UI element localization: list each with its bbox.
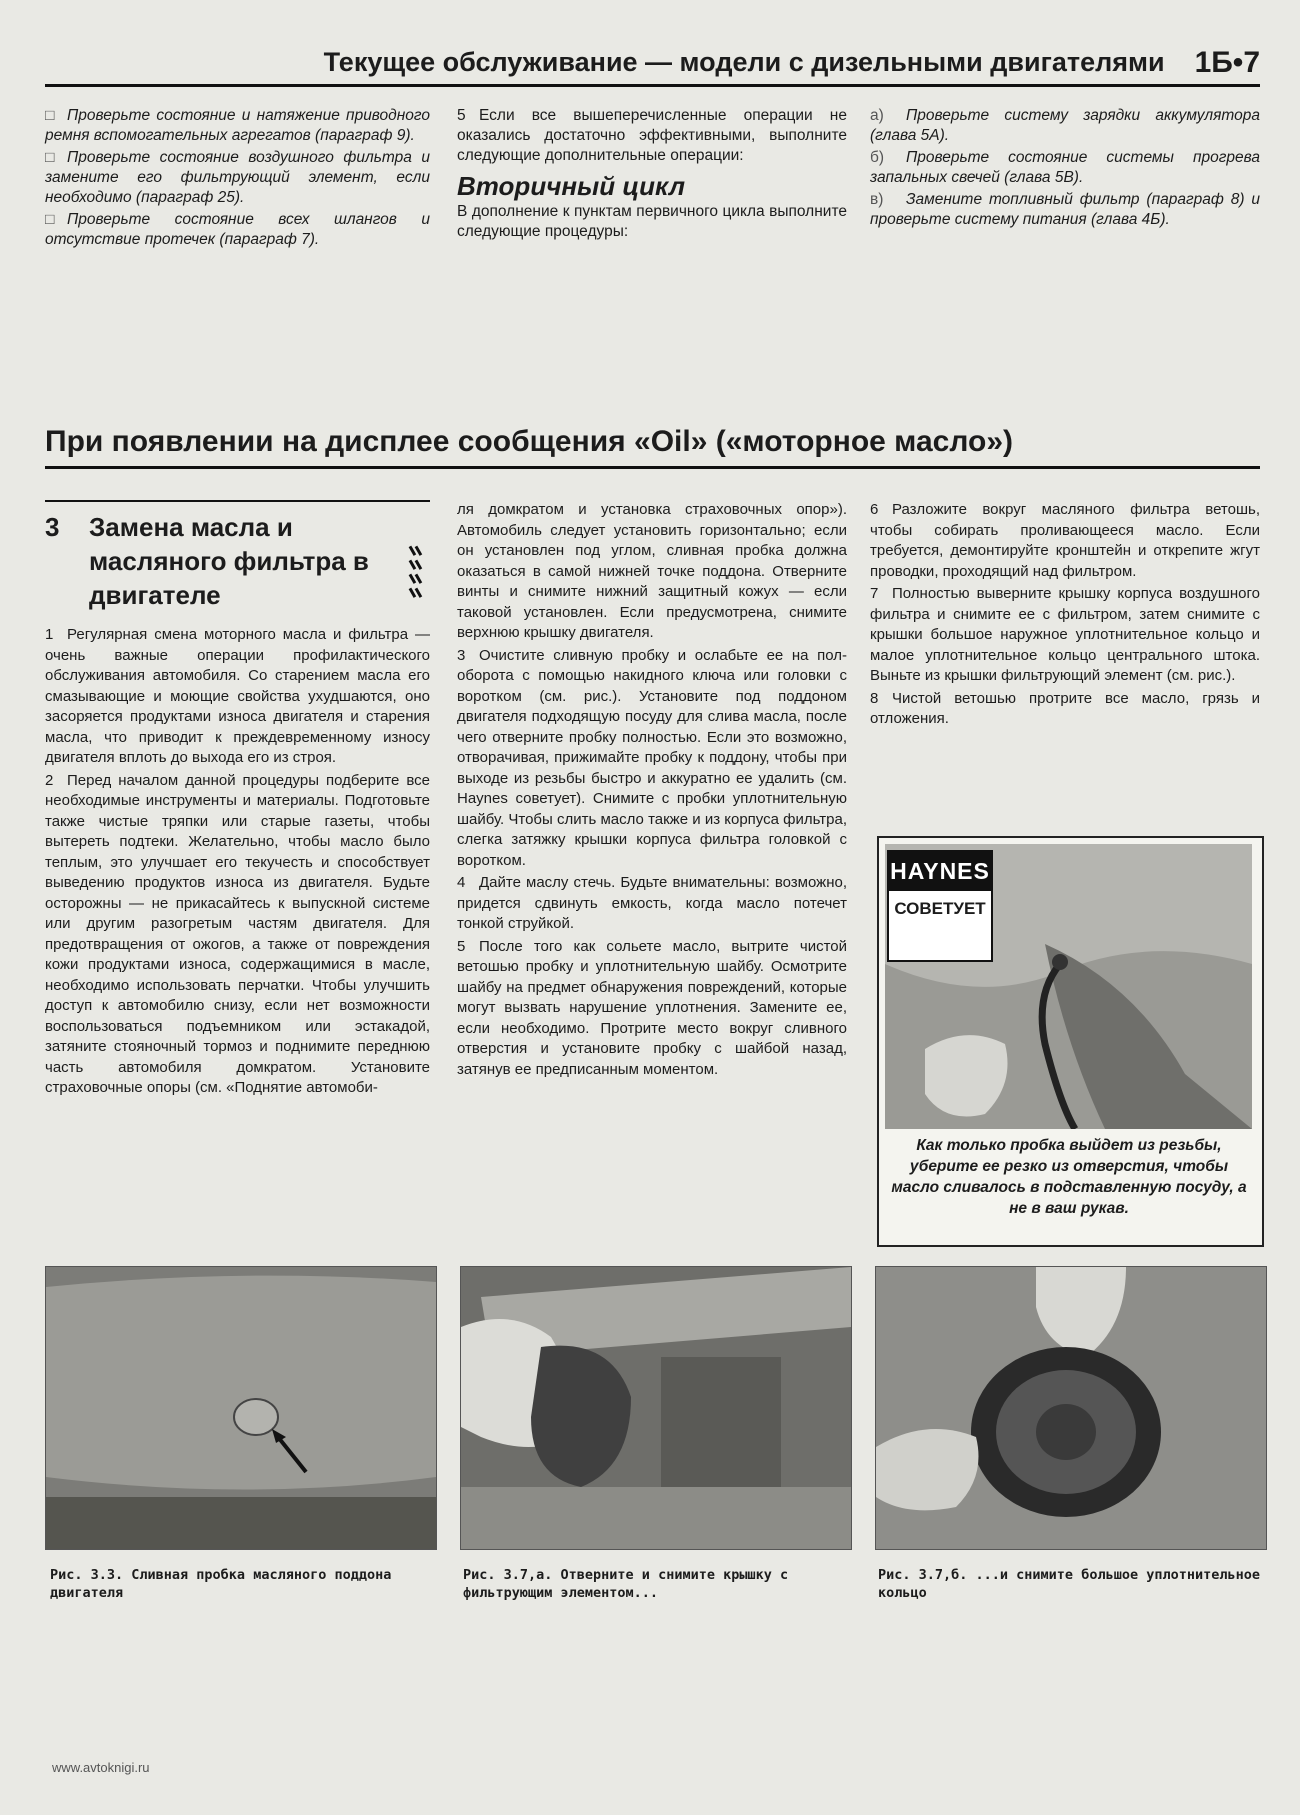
step-text: Регулярная смена моторного масла и фильтра — очень важные операции профилактического обслуживания автомобиля. Со старением масла его смазывающие и моющие свойства ухудшаются, оно засоряется продуктами износа двигателя и старения масла, что приводит к преждевременному износу двигателя вплоть до выхода его из строя. <box>45 626 430 766</box>
body-column-1 <box>45 625 430 1101</box>
haynes-tip-box <box>877 836 1264 1247</box>
list-marker: б) <box>870 149 885 166</box>
top-column-2 <box>457 106 847 244</box>
haynes-logo-text: HAYNES <box>889 852 991 891</box>
step-number: 1 <box>45 626 54 643</box>
header-title: Текущее обслуживание — модели с дизельными двигателями <box>323 47 1165 77</box>
step-text: Разложите вокруг масляного фильтра ветошь, чтобы собирать проливающееся масло. Если требуется, демонтируйте кронштейн и открепите жгут проводки, проходящий над фильтром. <box>870 501 1260 580</box>
checklist-item <box>45 210 430 250</box>
haynes-caption: Как только пробка выйдет из резьбы, уберите ее резко из отверстия, чтобы масло сливалось в подставленную посуду, а не в ваш рукав. <box>891 1137 1247 1217</box>
step-paragraph <box>457 937 847 1081</box>
checklist-text: Проверьте состояние всех шлангов и отсутствие протечек (параграф 7). <box>45 211 430 248</box>
top-column-3 <box>870 106 1260 232</box>
step-paragraph <box>45 625 430 769</box>
list-marker: в) <box>870 191 884 208</box>
body-text: В дополнение к пунктам первичного цикла выполните следующие процедуры: <box>457 203 847 240</box>
step-paragraph <box>870 689 1260 730</box>
body-column-2 <box>457 500 847 1082</box>
step-number: 5 <box>457 107 466 124</box>
page-number: 1Б•7 <box>1194 46 1260 79</box>
step-text: Перед началом данной процедуры подберите все необходимые инструменты и материалы. Подготовьте также чистые тряпки или старые газеты, чтобы вытереть подтеки. Желательно, чтобы масло было теплым, это улучшает его текучесть и способствует выведению продуктов износа из двигателя. Будьте осторожны — не прикасайтесь к выпускной системе или другим разогретым частям двигателя. Для предотвращения от ожогов, а также от повреждения кожи продуктами износа, содержащимися в масле, необходимо использовать перчатки. Чтобы улучшить доступ к автомобилю снизу, если нет возможности воспользоваться подъемником или эстакадой, затяните стояночный тормоз и поднимите переднюю часть автомобиля домкратом. Установите страховочные опоры (см. «Поднятие автомоби- <box>45 771 430 1096</box>
subsection-heading <box>45 500 430 614</box>
figure-caption: Рис. 3.7,а. Отверните и снимите крышку с фильтрующим элементом... <box>463 1567 789 1601</box>
top-column-1 <box>45 106 430 252</box>
list-item <box>870 106 1260 146</box>
body-column-3 <box>870 500 1260 732</box>
step-number: 6 <box>870 501 879 518</box>
checkbox-icon: □ <box>45 149 55 166</box>
list-text: Проверьте систему зарядки аккумулятора (глава 5А). <box>870 107 1260 144</box>
step-number: 5 <box>457 937 466 955</box>
checkbox-icon: □ <box>45 211 55 228</box>
figure-caption: Рис. 3.7,б. ...и снимите большое уплотнительное кольцо <box>878 1567 1261 1601</box>
figure-3-7a-photo <box>460 1266 852 1550</box>
footer-url: www.avtoknigi.ru <box>52 1760 150 1775</box>
step-text: Дайте маслу стечь. Будьте внимательны: возможно, придется сдвинуть емкость, когда масло потечет тонкой струйкой. <box>457 874 847 932</box>
step-text: Полностью выверните крышку корпуса воздушного фильтра и снимите ее с фильтром, затем снимите с крышки большое наружное уплотнительное кольцо и малое уплотнительное кольцо центрального штока. Выньте из крышки фильтрующий элемент (см. рис.). <box>870 585 1260 684</box>
figure-3-3-photo <box>45 1266 437 1550</box>
step-number: 7 <box>870 585 879 602</box>
step-number: 3 <box>457 646 466 664</box>
step-paragraph <box>870 584 1260 687</box>
list-item <box>870 190 1260 230</box>
figure-3-7b-photo <box>875 1266 1267 1550</box>
checkbox-icon: □ <box>45 107 55 124</box>
list-marker: а) <box>870 107 884 124</box>
checklist-item <box>45 148 430 208</box>
step-number: 4 <box>457 874 466 891</box>
step-paragraph <box>457 646 847 872</box>
step-number: 8 <box>870 689 879 707</box>
checklist-item <box>45 106 430 146</box>
haynes-badge <box>887 850 993 962</box>
step-text: Чистой ветошью протрите все масло, грязь и отложения. <box>870 689 1260 727</box>
list-text: Проверьте состояние системы прогрева запальных свечей (глава 5В). <box>870 149 1260 186</box>
difficulty-wrench-icon <box>408 544 426 604</box>
step-paragraph <box>457 500 847 644</box>
list-item <box>870 148 1260 188</box>
step-text: ля домкратом и установка страховочных опор»). Автомобиль следует установить горизонтально; если он установлен под углом, сливная пробка должна оказаться в самой нижней точке поддона. Отверните винты и снимите нижний защитный кожух — если таковой установлен. Если предусмотрена, снимите верхнюю крышку двигателя. <box>457 501 847 641</box>
step-number: 2 <box>45 771 54 789</box>
figure-caption: Рис. 3.3. Сливная пробка масляного поддона двигателя <box>50 1567 392 1601</box>
step-paragraph <box>45 771 430 1099</box>
checklist-text: Проверьте состояние воздушного фильтра и замените его фильтрующий элемент, если необходимо (параграф 25). <box>45 149 430 206</box>
step-paragraph <box>457 106 847 166</box>
list-text: Замените топливный фильтр (параграф 8) и проверьте систему питания (глава 4Б). <box>870 191 1260 228</box>
subsection-number: 3 <box>45 512 60 542</box>
step-paragraph <box>870 500 1260 582</box>
step-text: После того как сольете масло, вытрите чистой ветошью пробку и уплотнительную шайбу. Осмотрите шайбу на предмет обнаружения повреждений, которые могут вызвать нарушение уплотнения. Замените ее, если необходимо. Протрите место вокруг сливного отверстия и установите пробку с шайбой назад, затянув ее предписанным моментом. <box>457 937 847 1078</box>
running-header <box>45 36 1260 87</box>
section-title: При появлении на дисплее сообщения «Oil» («моторное масло») <box>45 422 1260 469</box>
subsection-title: Замена масла и масляного фильтра в двигателе <box>89 512 369 610</box>
haynes-advice-label: СОВЕТУЕТ <box>894 899 986 918</box>
step-text: Очистите сливную пробку и ослабьте ее на пол-оборота с помощью накидного ключа или головки с воротком (см. рис.). Установите под поддоном двигателя подходящую посуду для слива масла, после чего отверните пробку полностью. Если это возможно, отворачивая, прижимайте пробку к поддону, чтобы при выходе из резьбы быстро и аккуратно ее удалить (см. Haynes советует). Снимите с пробки уплотнительную шайбу. Чтобы слить масло также и из корпуса фильтра, слегка затяжку крышки корпуса фильтра головкой с воротком. <box>457 646 847 869</box>
step-text: Если все вышеперечисленные операции не оказались достаточно эффективными, выполните следующие дополнительные операции: <box>457 107 847 164</box>
checklist-text: Проверьте состояние и натяжение приводного ремня вспомогательных агрегатов (параграф 9). <box>45 107 430 144</box>
step-paragraph <box>457 873 847 935</box>
subheading: Вторичный цикл <box>457 171 686 201</box>
